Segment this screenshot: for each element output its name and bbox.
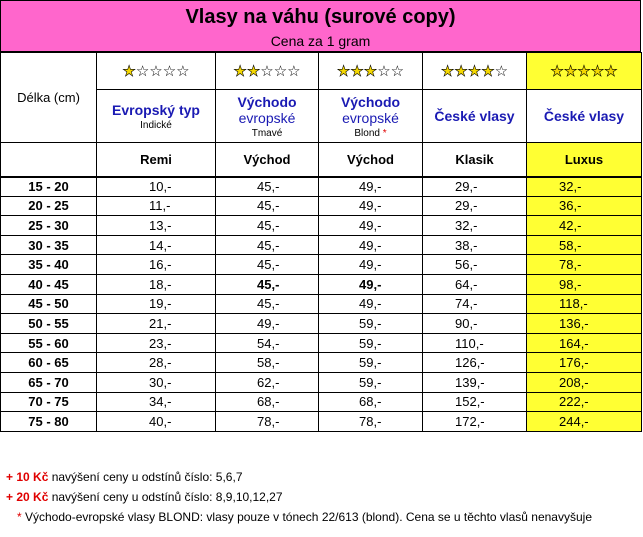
price-cell: 126,- [423, 353, 527, 373]
price-cell: 59,- [319, 333, 423, 353]
star-filled-icon: ★ [440, 62, 455, 80]
price-cell: 164,- [527, 333, 642, 353]
price-cell: 36,- [527, 196, 642, 216]
star-empty-icon: ☆ [135, 62, 150, 80]
length-header: Délka (cm) [1, 53, 97, 143]
price-cell: 56,- [423, 255, 527, 275]
category-spacer [1, 143, 97, 177]
price-cell: 59,- [319, 314, 423, 334]
note-text: Východo-evropské vlasy BLOND: vlasy pouze v tónech 22/613 (blond). Cena se u těchto vlasů nenavyšuje [21, 510, 592, 524]
type-name-cell [97, 90, 216, 143]
category-cell: Remi [97, 143, 216, 177]
star-filled-icon: ★ [122, 62, 136, 80]
table-row [1, 177, 642, 197]
length-cell: 15 - 20 [1, 177, 97, 197]
page-subtitle: Cena za 1 gram [270, 33, 371, 49]
price-cell: 21,- [97, 314, 216, 334]
length-cell: 55 - 60 [1, 333, 97, 353]
star-filled-icon: ★ [336, 62, 351, 80]
type-name-cell [319, 90, 423, 143]
price-cell: 49,- [319, 255, 423, 275]
price-cell: 49,- [319, 216, 423, 236]
note-line [6, 467, 642, 487]
price-cell: 28,- [97, 353, 216, 373]
star-filled-icon: ★ [481, 62, 495, 80]
type-name-line1: České vlasy [434, 108, 515, 124]
star-filled-icon: ★ [363, 62, 378, 80]
price-cell: 222,- [527, 392, 642, 412]
price-cell: 64,- [423, 274, 527, 294]
star-filled-icon: ★ [350, 62, 364, 80]
length-cell: 45 - 50 [1, 294, 97, 314]
table-row [1, 333, 642, 353]
price-cell: 68,- [216, 392, 319, 412]
price-cell: 78,- [216, 412, 319, 432]
price-cell: 49,- [319, 235, 423, 255]
length-cell: 25 - 30 [1, 216, 97, 236]
type-names-row [1, 90, 642, 143]
price-cell: 54,- [216, 333, 319, 353]
price-cell: 45,- [216, 196, 319, 216]
type-sub-label: Indické [140, 119, 172, 131]
price-cell: 49,- [216, 314, 319, 334]
category-cell: Klasik [423, 143, 527, 177]
star-rating [441, 62, 508, 80]
price-cell: 45,- [216, 177, 319, 197]
star-empty-icon: ☆ [260, 62, 274, 80]
star-filled-icon: ★ [604, 62, 618, 80]
note-line [6, 507, 642, 527]
star-filled-icon: ★ [246, 62, 261, 80]
price-table [0, 52, 642, 432]
star-empty-icon: ☆ [390, 62, 405, 80]
price-cell: 68,- [319, 392, 423, 412]
stars-cell [97, 53, 216, 90]
stars-cell [216, 53, 319, 90]
price-cell: 23,- [97, 333, 216, 353]
price-cell: 208,- [527, 372, 642, 392]
type-name-cell [527, 90, 642, 143]
price-cell: 29,- [423, 177, 527, 197]
length-cell: 40 - 45 [1, 274, 97, 294]
price-cell: 49,- [319, 294, 423, 314]
price-cell: 152,- [423, 392, 527, 412]
price-cell: 172,- [423, 412, 527, 432]
type-name-line2: evropské [238, 109, 296, 126]
star-empty-icon: ☆ [162, 62, 177, 80]
price-cell: 14,- [97, 235, 216, 255]
category-row [1, 143, 642, 177]
price-cell: 29,- [423, 196, 527, 216]
price-cell: 90,- [423, 314, 527, 334]
asterisk-mark: * [17, 510, 22, 524]
type-name-line1: České vlasy [543, 108, 625, 124]
star-filled-icon: ★ [550, 62, 564, 80]
length-cell: 20 - 25 [1, 196, 97, 216]
price-cell: 16,- [97, 255, 216, 275]
star-empty-icon: ☆ [176, 62, 190, 80]
note-amount: + 20 Kč [6, 490, 49, 504]
price-cell: 45,- [216, 235, 319, 255]
price-cell: 244,- [527, 412, 642, 432]
price-cell: 19,- [97, 294, 216, 314]
length-cell: 70 - 75 [1, 392, 97, 412]
stars-row [1, 53, 642, 90]
star-rating [337, 62, 404, 80]
table-row [1, 412, 642, 432]
type-name-cell [216, 90, 319, 143]
price-cell: 59,- [319, 353, 423, 373]
price-cell: 49,- [319, 196, 423, 216]
table-row [1, 392, 642, 412]
price-cell: 45,- [216, 294, 319, 314]
star-filled-icon: ★ [454, 62, 468, 80]
header-banner [0, 0, 641, 52]
price-cell: 98,- [527, 274, 642, 294]
note-line [6, 487, 642, 507]
price-cell: 118,- [527, 294, 642, 314]
length-cell: 35 - 40 [1, 255, 97, 275]
price-cell: 176,- [527, 353, 642, 373]
price-cell: 10,- [97, 177, 216, 197]
star-rating [122, 62, 189, 80]
table-row [1, 255, 642, 275]
category-cell: Luxus [527, 143, 642, 177]
type-name-line1: Evropský typ [112, 101, 200, 118]
star-rating [233, 62, 300, 80]
stars-cell [319, 53, 423, 90]
star-filled-icon: ★ [563, 62, 578, 80]
price-cell: 139,- [423, 372, 527, 392]
stars-cell [527, 53, 642, 90]
page-title: Vlasy na váhu (surové copy) [185, 6, 456, 28]
price-cell: 78,- [319, 412, 423, 432]
price-cell: 58,- [216, 353, 319, 373]
price-rows [1, 177, 642, 432]
table-row [1, 372, 642, 392]
star-empty-icon: ☆ [149, 62, 163, 80]
price-cell: 49,- [319, 177, 423, 197]
price-cell: 74,- [423, 294, 527, 314]
table-row [1, 216, 642, 236]
note-amount: + 10 Kč [6, 470, 49, 484]
asterisk-mark: * [382, 127, 387, 139]
price-cell: 38,- [423, 235, 527, 255]
price-cell: 32,- [423, 216, 527, 236]
type-name-line1: Východo [340, 93, 401, 110]
star-filled-icon: ★ [590, 62, 605, 80]
price-cell: 59,- [319, 372, 423, 392]
type-name-cell [423, 90, 527, 143]
star-filled-icon: ★ [577, 62, 591, 80]
star-empty-icon: ☆ [273, 62, 288, 80]
table-row [1, 294, 642, 314]
length-cell: 75 - 80 [1, 412, 97, 432]
length-cell: 30 - 35 [1, 235, 97, 255]
length-cell: 60 - 65 [1, 353, 97, 373]
price-cell: 18,- [97, 274, 216, 294]
length-cell: 65 - 70 [1, 372, 97, 392]
star-empty-icon: ☆ [377, 62, 391, 80]
star-empty-icon: ☆ [287, 62, 301, 80]
notes [6, 467, 642, 527]
type-name-line1: Východo [237, 93, 297, 110]
note-text: navýšení ceny u odstínů číslo: 8,9,10,12,27 [48, 490, 283, 504]
note-text: navýšení ceny u odstínů číslo: 5,6,7 [48, 470, 243, 484]
category-cell: Východ [319, 143, 423, 177]
star-filled-icon: ★ [467, 62, 482, 80]
type-name-line2: evropské [342, 109, 399, 126]
table-row [1, 196, 642, 216]
type-sub-text: Blond [354, 127, 380, 139]
price-cell: 40,- [97, 412, 216, 432]
stars-cell [423, 53, 527, 90]
price-cell: 42,- [527, 216, 642, 236]
price-cell: 30,- [97, 372, 216, 392]
star-filled-icon: ★ [233, 62, 247, 80]
length-cell: 50 - 55 [1, 314, 97, 334]
table-row [1, 235, 642, 255]
price-cell: 45,- [216, 274, 319, 294]
star-rating [550, 62, 617, 80]
price-cell: 62,- [216, 372, 319, 392]
price-cell: 45,- [216, 216, 319, 236]
table-row [1, 314, 642, 334]
price-cell: 13,- [97, 216, 216, 236]
category-cell: Východ [216, 143, 319, 177]
price-cell: 34,- [97, 392, 216, 412]
price-cell: 49,- [319, 274, 423, 294]
type-sub-label: Tmavé [251, 127, 283, 139]
price-cell: 58,- [527, 235, 642, 255]
price-cell: 110,- [423, 333, 527, 353]
price-cell: 45,- [216, 255, 319, 275]
price-cell: 78,- [527, 255, 642, 275]
price-cell: 11,- [97, 196, 216, 216]
star-empty-icon: ☆ [494, 62, 509, 80]
table-row [1, 353, 642, 373]
type-sub-label [319, 128, 422, 139]
table-row [1, 274, 642, 294]
price-cell: 136,- [527, 314, 642, 334]
price-cell: 32,- [527, 177, 642, 197]
